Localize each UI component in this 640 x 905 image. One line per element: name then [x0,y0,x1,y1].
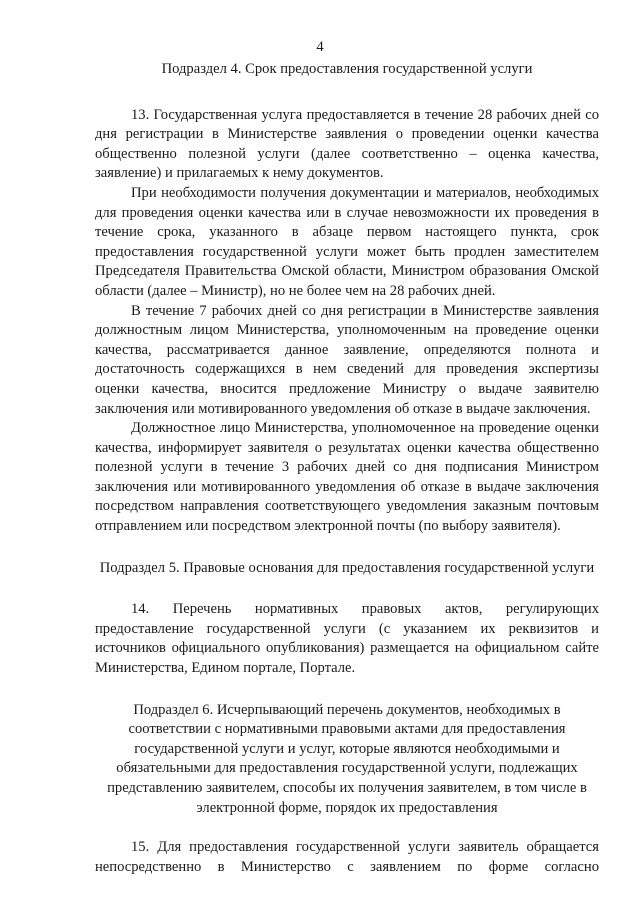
page-number: 4 [316,39,324,55]
paragraph-extension: При необходимости получения документации и материалов, необходимых для проведения оценки качества или в случае невозможности их проведения в течение срока, указанного в абзаце первом настоящего пункта, срок предоставления государственной услуги может быть продлен заместителем Председателя Правительства Омской области, Министром образования Омской области (далее – Министр), но не более чем на 28 рабочих дней. [95,184,599,299]
paragraph-14: 14. Перечень нормативных правовых актов, регулирующих предоставление государственной услуги (с указанием их реквизитов и источников официального опубликования) размещается на официальном сайте Министерства, Едином портале, Портале. [95,601,599,677]
section-heading-5: Подраздел 5. Правовые основания для предоставления государственной услуги [99,559,595,576]
section-heading-6: Подраздел 6. Исчерпывающий перечень документов, необходимых в соответствии с нормативными правовыми актами для предоставления государственной услуги и услуг, которые являются необходимыми и обязательными для предоставления государственной услуги, подлежащих представлению заявителем, способы их получения заявителем, в том числе в электронной форме, порядок их предоставления [107,701,587,816]
document-body [95,60,599,877]
paragraph-review: В течение 7 рабочих дней со дня регистрации в Министерстве заявления должностным лицом Министерства, уполномоченным на проведение оценки качества, рассматривается данное заявление, определяются полнота и достаточность содержащихся в нем сведений для проведения экспертизы оценки качества, вносится предложение Министру о выдаче заявителю заключения или мотивированного уведомления об отказе в выдаче заключения. [95,302,599,417]
section-heading-4: Подраздел 4. Срок предоставления государственной услуги [161,61,533,77]
paragraph-15: 15. Для предоставления государственной услуги заявитель обращается непосредственно в Министерство с заявлением по форме согласно [95,839,599,875]
paragraph-13: 13. Государственная услуга предоставляется в течение 28 рабочих дней со дня регистрации в Министерстве заявления о проведении оценки качества общественно полезной услуги (далее соответственно – оценка качества, заявление) и прилагаемых к нему документов. [95,106,599,182]
paragraph-notification: Должностное лицо Министерства, уполномоченное на проведение оценки качества, информирует заявителя о результатах оценки качества общественно полезной услуги в течение 3 рабочих дней со дня подписания Министром заключения или мотивированного уведомления об отказе в выдаче заключения посредством направления соответствующего уведомления заказным почтовым отправлением или посредством электронной почты (по выбору заявителя). [95,420,599,535]
